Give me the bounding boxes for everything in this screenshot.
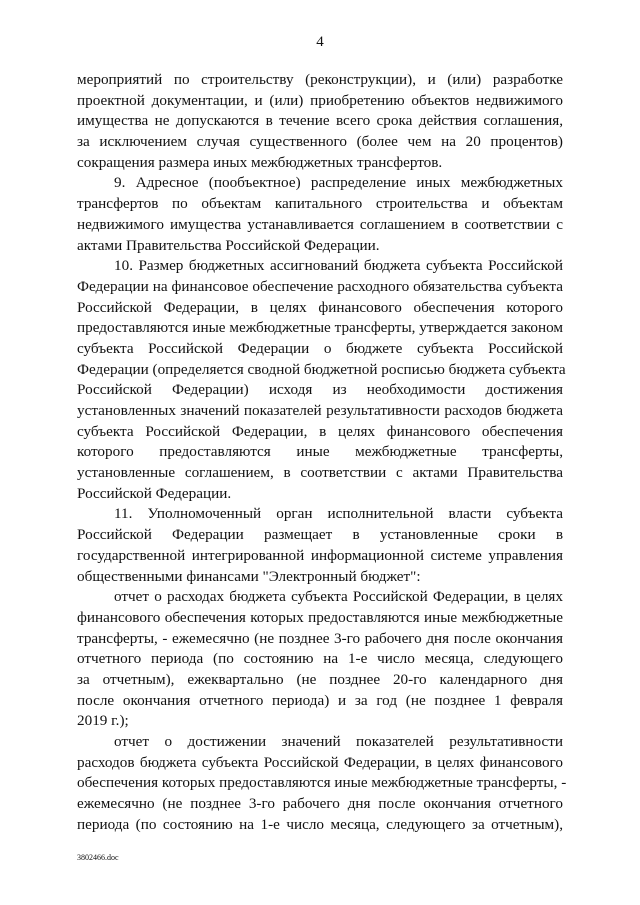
text-line: государственной интегрированной информационной системе управления (77, 546, 563, 564)
text-line: за отчетным), ежеквартально (не позднее 20-го календарного дня (77, 670, 563, 688)
text-line: за исключением случая существенного (более чем на 20 процентов) (77, 133, 563, 151)
text-line: после окончания отчетного периода) и за год (не позднее 1 февраля (77, 691, 563, 709)
file-name-footer: 3802466.doc (77, 853, 119, 862)
text-line: общественными финансами "Электронный бюджет": (77, 567, 421, 585)
text-line: установленные соглашением, в соответствии с актами Правительства (77, 464, 563, 482)
text-line: 9. Адресное (пообъектное) распределение иных межбюджетных (114, 174, 563, 192)
text-line: 11. Уполномоченный орган исполнительной власти субъекта (114, 505, 563, 523)
text-line: 10. Размер бюджетных ассигнований бюджета субъекта Российской (114, 257, 563, 275)
text-line: проектной документации, и (или) приобретению объектов недвижимого (77, 91, 563, 109)
text-line: мероприятий по строительству (реконструкции), и (или) разработке (77, 71, 563, 88)
text-line: Российской Федерации) исходя из необходимости достижения (77, 381, 563, 399)
text-line: субъекта Российской Федерации, в целях финансового обеспечения (77, 422, 563, 440)
text-line: предоставляются иные межбюджетные трансферты, утверждается законом (77, 319, 563, 337)
text-line: отчет о достижении значений показателей результативности (114, 733, 563, 750)
text-line: 2019 г.); (77, 712, 129, 730)
text-line: трансферты, - ежемесячно (не позднее 3-го рабочего дня после окончания (77, 629, 563, 647)
text-line: Российской Федерации размещает в установленные сроки в (77, 526, 563, 544)
text-line: финансового обеспечения которых предоставляются иные межбюджетные (77, 608, 563, 626)
text-line: Федерации на финансовое обеспечение расходного обязательства субъекта (77, 277, 563, 295)
text-line: актами Правительства Российской Федерации. (77, 236, 380, 254)
text-line: Российской Федерации, в целях финансового обеспечения которого (77, 298, 563, 316)
text-line: имущества не допускаются в течение всего срока действия соглашения, (77, 112, 563, 130)
text-line: сокращения размера иных межбюджетных трансфертов. (77, 153, 443, 171)
text-line: Федерации (определяется сводной бюджетной росписью бюджета субъекта (77, 360, 566, 378)
text-line: обеспечения которых предоставляются иные межбюджетные трансферты, - (77, 774, 567, 792)
text-line: установленных значений показателей результативности расходов бюджета (77, 402, 563, 419)
text-line: недвижимого имущества устанавливается соглашением в соответствии с (77, 215, 563, 233)
page-number: 4 (316, 34, 324, 50)
text-line: субъекта Российской Федерации о бюджете субъекта Российской (77, 339, 563, 357)
text-line: ежемесячно (не позднее 3-го рабочего дня после окончания отчетного (77, 795, 563, 813)
text-line: трансфертов по объектам капитального строительства и объектам (77, 195, 563, 213)
text-line: отчетного периода (по состоянию на 1-е число месяца, следующего (77, 650, 563, 668)
text-line: периода (по состоянию на 1-е число месяца, следующего за отчетным), (77, 815, 563, 833)
text-line: расходов бюджета субъекта Российской Федерации, в целях финансового (77, 753, 563, 771)
text-line: Российской Федерации. (77, 484, 232, 502)
text-line: отчет о расходах бюджета субъекта Российской Федерации, в целях (114, 588, 563, 606)
text-line: которого предоставляются иные межбюджетные трансферты, (77, 443, 563, 461)
document-body (77, 70, 567, 835)
